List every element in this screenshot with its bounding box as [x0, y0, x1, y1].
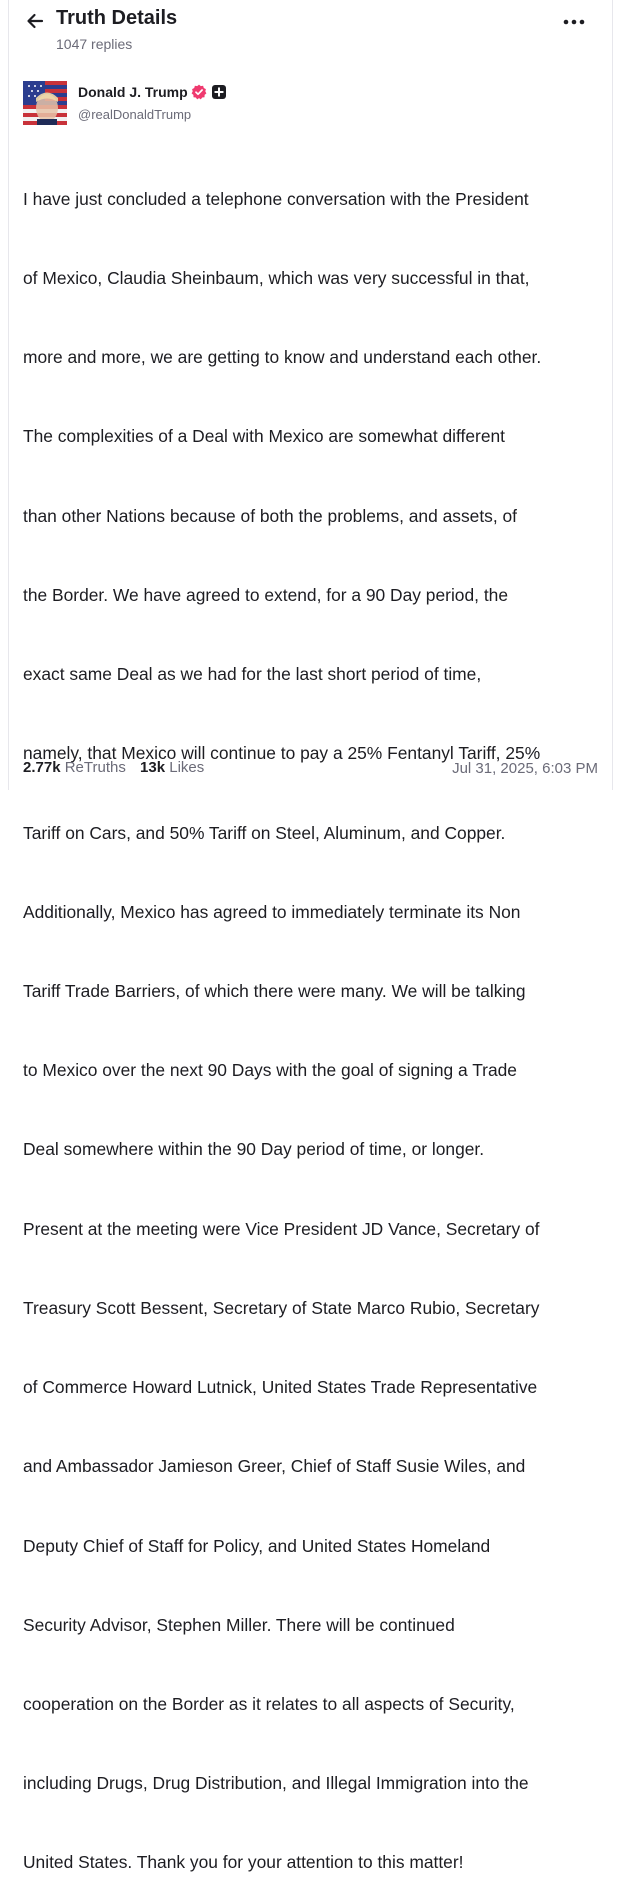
avatar-image [23, 81, 67, 125]
more-horizontal-icon [563, 19, 585, 25]
post-line: and Ambassador Jamieson Greer, Chief of Staff Susie Wiles, and [23, 1456, 526, 1477]
post-timestamp: Jul 31, 2025, 6:03 PM [452, 760, 598, 777]
reply-count: 1047 replies [56, 36, 133, 52]
avatar[interactable] [23, 81, 67, 125]
post-line: Security Advisor, Stephen Miller. There will be continued [23, 1614, 455, 1635]
post-line: exact same Deal as we had for the last short period of time, [23, 664, 482, 685]
post-line: than other Nations because of both the problems, and assets, of [23, 505, 518, 526]
post-line: namely, that Mexico will continue to pay a 25% Fentanyl Tariff, 25% [23, 743, 541, 764]
retruths-count: 2.77k [23, 759, 61, 776]
post-line: to Mexico over the next 90 Days with the goal of signing a Trade [23, 1060, 517, 1081]
post-line: I have just concluded a telephone conversation with the President [23, 188, 529, 209]
post-line: Deputy Chief of Staff for Policy, and United States Homeland [23, 1535, 491, 1556]
author-handle[interactable]: @realDonaldTrump [78, 107, 192, 122]
likes-label: Likes [169, 759, 205, 776]
plus-badge-icon [211, 84, 227, 100]
post-line: The complexities of a Deal with Mexico are somewhat different [23, 426, 506, 447]
post-line: of Mexico, Claudia Sheinbaum, which was very successful in that, [23, 268, 530, 289]
verified-check-icon [191, 84, 207, 100]
post-line: Deal somewhere within the 90 Day period of time, or longer. [23, 1139, 485, 1160]
page-header [0, 0, 631, 60]
retruths-stat[interactable] [23, 759, 126, 776]
author-name[interactable]: Donald J. Trump [78, 84, 188, 100]
post-line: Present at the meeting were Vice President JD Vance, Secretary of [23, 1218, 540, 1239]
retruths-label: ReTruths [64, 759, 126, 776]
post-line: including Drugs, Drug Distribution, and Illegal Immigration into the [23, 1773, 529, 1794]
likes-stat[interactable] [140, 759, 204, 776]
post-line: more and more, we are getting to know and understand each other. [23, 347, 542, 368]
post-line: of Commerce Howard Lutnick, United States Trade Representative [23, 1377, 538, 1398]
post-line: Treasury Scott Bessent, Secretary of State Marco Rubio, Secretary [23, 1297, 540, 1318]
more-options-button[interactable] [558, 10, 590, 34]
post-line: Tariff Trade Barriers, of which there were many. We will be talking [23, 981, 526, 1001]
arrow-left-icon [25, 11, 45, 31]
page-title: Truth Details [56, 7, 178, 29]
post-line: United States. Thank you for your attention to this matter! [23, 1852, 464, 1873]
likes-count: 13k [140, 759, 166, 776]
post-line: Tariff on Cars, and 50% Tariff on Steel, Aluminum, and Copper. [23, 822, 506, 843]
post-line: Additionally, Mexico has agreed to immediately terminate its Non [23, 901, 521, 922]
post-line: the Border. We have agreed to extend, for a 90 Day period, the [23, 584, 508, 605]
back-button[interactable] [22, 8, 48, 34]
post-line: cooperation on the Border as it relates to all aspects of Security, [23, 1693, 515, 1714]
post-stats [23, 759, 204, 776]
post-body [23, 133, 607, 1902]
